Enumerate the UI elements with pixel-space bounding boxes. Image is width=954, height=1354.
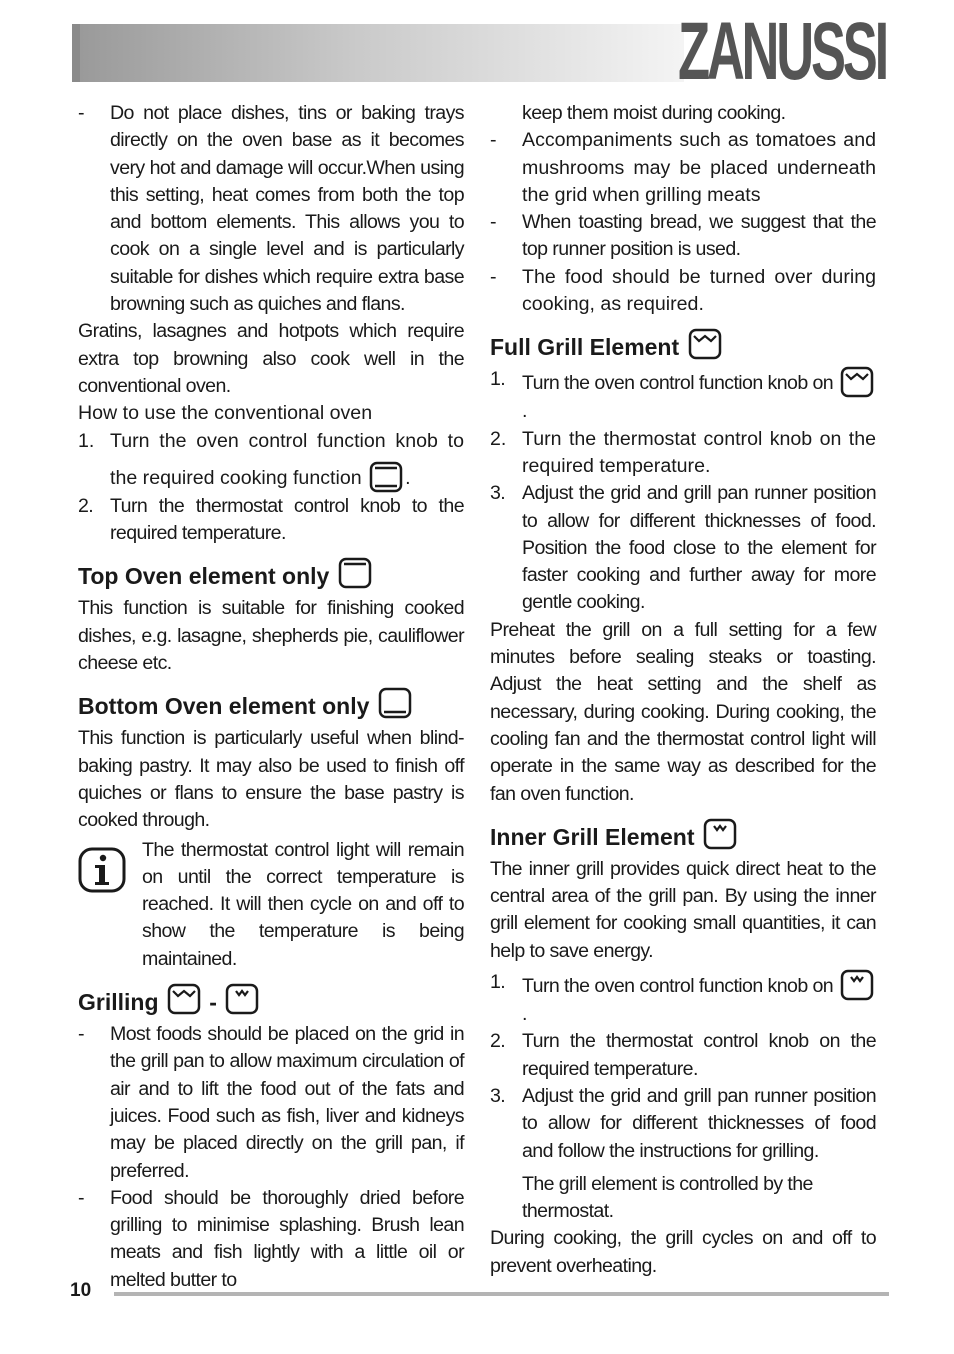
paragraph: Preheat the grill on a full setting for a few minutes before sealing steaks or toasting. Adjust the heat setting and the shelf as necessary, during cooking. During cooking, the cooling fan and the thermostat control light will operate in the same way as described for the fan oven function. [490,618,876,805]
list-item: 1. Turn the oven control function knob to the required cooking function . [78,428,464,493]
list-item: 1. Turn the oven control function knob on . [490,366,876,425]
list-item: - When toasting bread, we suggest that the top runner position is used. [490,211,876,261]
list-item: - Food should be thoroughly dried before grilling to minimise splashing. Brush lean meats and fish lightly with a little oil or melted butter to [78,1186,464,1291]
list-item: 1. Turn the oven control function knob on . [490,969,876,1028]
paragraph: The inner grill provides quick direct heat to the central area of the grill pan. By using the inner grill element for cooking small quantities, it can help to save energy. [490,857,876,962]
list-item: - Most foods should be placed on the grid in the grill pan to allow maximum circulation of air and to lift the food out of the fats and juices. Food such as fish, liver and kidneys may be placed directly on the grill pan, if preferred. [78,1023,464,1182]
header-bar [72,24,684,82]
section-heading-bottom: Bottom Oven element only [78,687,464,723]
footer-rule [114,1292,889,1296]
inner-grill-icon [225,983,259,1015]
list-item: 3. Adjust the grid and grill pan runner position to allow for different thicknesses of food. Position the food close to the element for faster cooking and further away for more gentle cooking. [490,482,876,614]
brand-logo: ZANUSSI [678,6,886,97]
note: The grill element is controlled by the thermostat. [522,1172,813,1223]
list-item: 3. Adjust the grid and grill pan runner position to allow for different thicknesses of food and follow the instructions for grilling. [490,1084,876,1162]
section-heading-full-grill: Full Grill Element [490,328,876,364]
left-column [78,100,464,1294]
bottom-element-icon [378,687,412,719]
list-item: - Do not place dishes, tins or baking trays directly on the oven base as it becomes very hot and damage will occur.When using this setting, heat comes from both the top and bottom elements. This allows you to cook on a single level and is particularly suitable for dishes which require extra base browning such as quiches and flans. [78,102,464,316]
paragraph: This function is suitable for finishing cooked dishes, e.g. lasagne, shepherds pie, cauliflower cheese etc. [78,597,464,675]
inner-grill-icon [703,818,737,850]
full-grill-icon [688,328,722,360]
full-grill-icon [167,983,201,1015]
subheading: How to use the conventional oven [78,402,373,425]
info-note: The thermostat control light will remain on until the correct temperature is reached. It will then cycle on and off to show the temperature is being maintained. [78,837,464,973]
paragraph: This function is particularly useful when blind-baking pastry. It may also be used to finish off quiches or flans to ensure the base pastry is cooked through. [78,727,464,832]
section-heading-top: Top Oven element only [78,557,464,593]
top-element-icon [338,557,372,589]
list-item: 2. Turn the thermostat control knob on the required temperature. [490,1030,876,1080]
right-column [490,100,876,1280]
list-item: - Accompaniments such as tomatoes and mushrooms may be placed underneath the grid when grilling meats [490,129,876,206]
section-heading-grilling: Grilling - [78,983,464,1019]
note: During cooking, the grill cycles on and off to prevent overheating. [490,1227,876,1277]
list-item: - The food should be turned over during cooking, as required. [490,265,876,316]
section-heading-inner-grill: Inner Grill Element [490,818,876,854]
info-icon [78,847,126,893]
paragraph: Gratins, lasagnes and hotpots which require extra top browning also cook well in the conventional oven. [78,320,464,397]
list-item: 2. Turn the thermostat control knob on the required temperature. [490,427,876,477]
conventional-oven-icon [369,461,403,493]
page-number: 10 [70,1280,92,1301]
inner-grill-icon [840,969,874,1001]
paragraph: keep them moist during cooking. [522,102,786,124]
full-grill-icon [840,366,874,398]
list-item: 2. Turn the thermostat control knob to the required temperature. [78,494,464,545]
